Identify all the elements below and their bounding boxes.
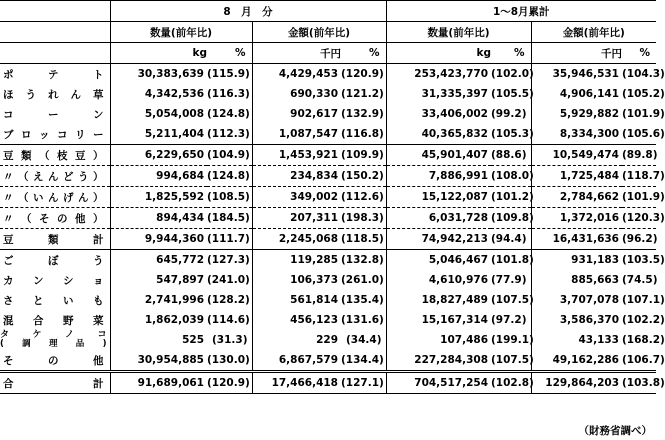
cell-cum-quantity-ratio: (99.2) (491, 108, 527, 120)
row-label-char: さ (3, 294, 14, 307)
cell-cum-amount-ratio: (103.8) (622, 372, 656, 394)
header-period-month: 8 月 分 (110, 1, 386, 22)
cell-month-quantity-ratio: (114.6) (207, 314, 250, 326)
row-label-char: の (48, 354, 59, 367)
cell-cum-amount: 931,183 (531, 250, 622, 271)
row-label-char: い (33, 191, 44, 204)
cell-cum-amount: 4,906,141 (531, 84, 622, 104)
row-label-char: 〃 (3, 191, 14, 204)
cell-month-quantity: 6,229,650 (110, 145, 207, 166)
row-label (0, 84, 110, 104)
row-label-char: ブ (3, 128, 14, 141)
table-row (0, 187, 656, 208)
cell-month-amount-ratio: (34.4) (345, 334, 382, 346)
cell-cum-quantity: 33,406,002 (386, 104, 491, 124)
cell-month-quantity: 30,383,639 (110, 64, 207, 85)
cell-cum-quantity-ratio: (101.8) (491, 250, 531, 271)
row-label-char: （ (18, 170, 29, 183)
cell-month-quantity-ratio: (120.9) (207, 372, 252, 394)
row-label-char: 豆 (3, 149, 14, 162)
row-label-char: ） (93, 170, 104, 183)
row-label-char: コ (57, 128, 68, 141)
row-label-char: ぼ (48, 254, 59, 267)
table-row (0, 84, 656, 104)
cell-month-quantity-ratio: (184.5) (207, 208, 252, 229)
row-label-char: カ (3, 274, 14, 287)
cell-month-quantity: 9,944,360 (110, 229, 207, 250)
cell-month-quantity-ratio: (124.8) (207, 108, 250, 120)
cell-month-quantity-ratio: (241.0) (207, 274, 250, 286)
cell-cum-quantity-ratio: (107.5) (491, 294, 534, 306)
row-label-char: 合 (3, 377, 14, 390)
cell-cum-amount: 5,929,882 (531, 104, 622, 124)
header-row-measure (0, 22, 656, 43)
cell-month-quantity: 5,054,008 (110, 104, 207, 124)
row-label-char: 類 (21, 149, 32, 162)
row-label-char: 調 (22, 339, 31, 349)
cell-month-quantity: 1,825,592 (110, 187, 207, 208)
cell-month-quantity: 1,862,039 (110, 310, 207, 330)
row-label-char: と (33, 294, 44, 307)
cell-month-amount: 1,453,921 (252, 145, 341, 166)
cell-cum-quantity: 45,901,407 (386, 145, 491, 166)
cell-cum-quantity-ratio: (101.2) (491, 187, 531, 208)
row-label (0, 104, 110, 124)
cell-month-amount-ratio: (150.2) (341, 166, 386, 187)
cell-month-quantity-ratio: (112.3) (207, 128, 250, 140)
cell-month-amount: 229 (252, 330, 341, 350)
row-label-char: ( (0, 339, 4, 349)
row-label-char: ほ (3, 88, 14, 101)
header-item-blank (0, 1, 110, 22)
cell-cum-quantity-ratio: (102.0) (491, 64, 531, 85)
unit-percent: % (368, 47, 380, 59)
source-note: （財務省調べ） (578, 425, 652, 437)
cell-cum-amount-ratio: (74.5) (622, 274, 658, 286)
table-row (0, 372, 656, 394)
cell-cum-quantity: 253,423,770 (386, 64, 491, 85)
cell-cum-amount-ratio: (104.3) (622, 64, 656, 85)
row-label-char: コ (3, 108, 14, 121)
cell-cum-quantity: 40,365,832 (386, 124, 491, 145)
header-row-units (0, 43, 656, 64)
cell-month-amount: 4,429,453 (252, 64, 341, 85)
row-label (0, 330, 110, 350)
table-row (0, 350, 656, 372)
unit-thousand-yen: 千円 (252, 43, 341, 64)
row-label-char: ポ (3, 68, 14, 81)
table-row (0, 64, 656, 85)
row-label-char: う (25, 88, 36, 101)
cell-month-amount: 561,814 (252, 290, 341, 310)
row-label-char: ） (93, 191, 104, 204)
cell-cum-amount-ratio: (89.8) (622, 145, 656, 166)
cell-month-quantity-ratio: (128.2) (207, 294, 250, 306)
cell-cum-quantity-ratio: (109.8) (491, 208, 531, 229)
cell-cum-quantity: 31,335,397 (386, 84, 491, 104)
table-row (0, 104, 656, 124)
cell-month-quantity: 5,211,404 (110, 124, 207, 145)
row-label (0, 145, 110, 166)
cell-month-quantity-ratio: (127.3) (207, 250, 252, 271)
cell-cum-quantity: 6,031,728 (386, 208, 491, 229)
row-label-char: ） (93, 212, 104, 225)
unit-kg: kg (386, 43, 491, 64)
row-label-char: （ (18, 191, 29, 204)
header-period-cumulative: 1～8月累計 (386, 1, 656, 22)
cell-cum-amount-ratio: (107.1) (622, 294, 665, 306)
cell-cum-quantity: 74,942,213 (386, 229, 491, 250)
cell-cum-quantity-ratio: (97.2) (491, 314, 527, 326)
cell-month-quantity-ratio: (108.5) (207, 187, 252, 208)
row-label-char: そ (39, 212, 50, 225)
cell-cum-amount-ratio: (101.9) (622, 187, 656, 208)
table-row (0, 145, 656, 166)
row-label-char: 枝 (57, 149, 68, 162)
cell-cum-quantity: 18,827,489 (386, 290, 491, 310)
table-row (0, 208, 656, 229)
cell-month-amount: 106,373 (252, 270, 341, 290)
cell-month-amount-ratio: (131.6) (341, 314, 384, 326)
row-label (0, 166, 110, 187)
row-label-char: ご (3, 254, 14, 267)
row-label-char: げ (63, 191, 74, 204)
cell-cum-quantity-ratio: (199.1) (491, 334, 534, 346)
table-row (0, 310, 656, 330)
cell-month-amount-ratio: (127.1) (341, 372, 386, 394)
row-label-char: 合 (33, 314, 44, 327)
row-label-char: ケ (32, 330, 42, 340)
row-label-char: ン (93, 108, 104, 121)
cell-cum-amount: 1,725,484 (531, 166, 622, 187)
cell-month-amount-ratio: (116.8) (341, 128, 384, 140)
cell-month-amount-ratio: (109.9) (341, 145, 386, 166)
cell-month-quantity-ratio: (111.7) (207, 229, 252, 250)
cell-cum-quantity-ratio: (105.3) (491, 128, 534, 140)
cell-month-quantity: 2,741,996 (110, 290, 207, 310)
row-label-char: 菜 (93, 314, 104, 327)
row-label-char: 豆 (3, 233, 14, 246)
cell-cum-quantity-ratio: (107.5) (491, 354, 534, 366)
cell-cum-amount: 10,549,474 (531, 145, 622, 166)
row-label-char: テ (48, 68, 59, 81)
cell-month-quantity-ratio: (124.8) (207, 166, 252, 187)
row-label (0, 350, 110, 372)
cell-month-quantity-ratio: (31.3) (211, 334, 248, 346)
cell-month-quantity: 645,772 (110, 250, 207, 271)
row-label-char: 理 (48, 339, 58, 349)
cell-cum-quantity: 15,167,314 (386, 310, 491, 330)
cell-month-amount: 456,123 (252, 310, 341, 330)
header-item-blank (0, 43, 110, 64)
row-label-char: 計 (93, 233, 104, 246)
table-row (0, 330, 656, 350)
cell-month-amount-ratio: (198.3) (341, 208, 386, 229)
row-label (0, 372, 110, 394)
table-row (0, 124, 656, 145)
cell-cum-quantity: 107,486 (386, 330, 491, 350)
cell-cum-amount: 2,784,662 (531, 187, 622, 208)
unit-kg: kg (110, 43, 207, 64)
table-row (0, 250, 656, 271)
cell-cum-amount-ratio: (103.5) (622, 250, 656, 271)
cell-cum-amount-ratio: (105.2) (622, 88, 665, 100)
row-label-char: シ (63, 274, 74, 287)
cell-month-amount-ratio: (135.4) (341, 294, 384, 306)
row-label (0, 290, 110, 310)
table-row (0, 229, 656, 250)
cell-cum-amount: 129,864,203 (531, 372, 622, 394)
cell-month-quantity: 994,684 (110, 166, 207, 187)
cell-cum-amount: 3,707,078 (531, 290, 622, 310)
row-label (0, 250, 110, 271)
row-label-char: う (78, 170, 89, 183)
row-label-char: コ (97, 330, 107, 340)
row-label-char: え (33, 170, 44, 183)
cell-month-amount: 234,834 (252, 166, 341, 187)
cell-cum-amount-ratio: (102.2) (622, 314, 665, 326)
row-label-char: ど (63, 170, 74, 183)
cell-cum-amount: 8,334,300 (531, 124, 622, 145)
cell-cum-quantity-ratio: (94.4) (491, 229, 531, 250)
cell-cum-quantity: 227,284,308 (386, 350, 491, 372)
cell-cum-quantity-ratio: (102.8) (491, 372, 531, 394)
row-label-char: （ (21, 212, 32, 225)
cell-month-amount: 6,867,579 (252, 350, 341, 372)
cell-cum-amount: 1,372,016 (531, 208, 622, 229)
cell-cum-amount: 885,663 (531, 270, 622, 290)
header-item-blank (0, 22, 110, 43)
table-row (0, 270, 656, 290)
cell-cum-amount: 49,162,286 (531, 350, 622, 372)
header-row-period (0, 1, 656, 22)
cell-month-quantity: 4,342,536 (110, 84, 207, 104)
cell-month-amount: 902,617 (252, 104, 341, 124)
row-label-char: （ (39, 149, 50, 162)
row-label-char: 計 (93, 377, 104, 390)
row-label-char: リ (75, 128, 86, 141)
cell-month-amount-ratio: (261.0) (341, 274, 384, 286)
cell-cum-quantity: 15,122,087 (386, 187, 491, 208)
cell-month-amount: 17,466,418 (252, 372, 341, 394)
header-month-amount: 金額(前年比) (252, 22, 386, 43)
cell-cum-quantity: 7,886,991 (386, 166, 491, 187)
cell-cum-quantity-ratio: (88.6) (491, 145, 531, 166)
row-label-char: そ (3, 354, 14, 367)
cell-month-amount: 690,330 (252, 84, 341, 104)
cell-cum-amount-ratio: (101.9) (622, 108, 665, 120)
cell-cum-amount-ratio: (120.3) (622, 208, 656, 229)
cell-month-quantity: 894,434 (110, 208, 207, 229)
row-label-char: 他 (75, 212, 86, 225)
row-label-char: 他 (93, 354, 104, 367)
cell-month-amount: 207,311 (252, 208, 341, 229)
row-label (0, 270, 110, 290)
cell-month-quantity-ratio: (130.0) (207, 354, 250, 366)
cell-cum-amount-ratio: (105.6) (622, 128, 665, 140)
unit-percent: % (234, 47, 246, 59)
table-row (0, 290, 656, 310)
cell-month-amount: 2,245,068 (252, 229, 341, 250)
cell-month-amount: 349,002 (252, 187, 341, 208)
row-label (0, 124, 110, 145)
row-label-char: ん (48, 191, 59, 204)
cell-month-amount-ratio: (134.4) (341, 354, 384, 366)
cell-cum-amount-ratio: (118.7) (622, 166, 656, 187)
header-cum-amount: 金額(前年比) (531, 22, 656, 43)
row-label (0, 187, 110, 208)
cell-month-amount: 119,285 (252, 250, 341, 271)
row-label-char: ョ (93, 274, 104, 287)
row-label-char: ッ (39, 128, 50, 141)
row-label-char: 〃 (3, 170, 14, 183)
row-label-char: ト (93, 68, 104, 81)
row-label-char: ） (93, 149, 104, 162)
cell-cum-quantity: 5,046,467 (386, 250, 491, 271)
row-label-char: ん (78, 191, 89, 204)
cell-month-quantity-ratio: (115.9) (207, 64, 252, 85)
cell-month-amount-ratio: (132.8) (341, 250, 386, 271)
cell-cum-amount-ratio: (96.2) (622, 229, 656, 250)
cell-month-quantity: 91,689,061 (110, 372, 207, 394)
row-label-char: ん (70, 88, 81, 101)
row-label-char: 類 (48, 233, 59, 246)
cell-month-amount: 1,087,547 (252, 124, 341, 145)
cell-month-quantity-ratio: (104.9) (207, 145, 252, 166)
table-row (0, 166, 656, 187)
cell-cum-quantity: 704,517,254 (386, 372, 491, 394)
row-label-char: ー (48, 108, 59, 121)
cell-cum-quantity-ratio: (77.9) (491, 274, 527, 286)
row-label-char: れ (48, 88, 59, 101)
row-label-char: ー (93, 128, 104, 141)
cell-cum-amount: 35,946,531 (531, 64, 622, 85)
cell-month-quantity: 525 (110, 330, 207, 350)
cell-month-quantity-ratio: (116.3) (207, 88, 250, 100)
cell-cum-amount: 16,431,636 (531, 229, 622, 250)
row-label (0, 310, 110, 330)
row-label-char: 豆 (75, 149, 86, 162)
row-label-char: も (93, 294, 104, 307)
row-label-char: ん (48, 170, 59, 183)
row-label-char: う (93, 254, 104, 267)
row-label-char: 野 (63, 314, 74, 327)
cell-cum-amount-ratio: (106.7) (622, 354, 665, 366)
cell-cum-amount-ratio: (168.2) (622, 334, 665, 346)
cell-cum-quantity-ratio: (105.5) (491, 88, 534, 100)
row-label-char: い (63, 294, 74, 307)
row-label-char: タ (0, 330, 10, 340)
cell-month-amount-ratio: (121.2) (341, 88, 384, 100)
header-cum-quantity: 数量(前年比) (386, 22, 531, 43)
cell-cum-amount: 3,586,370 (531, 310, 622, 330)
row-label-char: ) (102, 339, 107, 349)
row-label-char: の (57, 212, 68, 225)
unit-percent: % (639, 47, 650, 59)
row-label-char: 〃 (3, 212, 14, 225)
header-month-quantity: 数量(前年比) (110, 22, 252, 43)
row-label-char: 草 (93, 88, 104, 101)
cell-month-amount-ratio: (118.5) (341, 229, 386, 250)
row-label (0, 208, 110, 229)
cell-month-amount-ratio: (120.9) (341, 64, 386, 85)
cell-month-amount-ratio: (132.9) (341, 108, 384, 120)
row-label (0, 64, 110, 85)
cell-cum-amount: 43,133 (531, 330, 622, 350)
cell-month-quantity: 547,897 (110, 270, 207, 290)
cell-month-quantity: 30,954,885 (110, 350, 207, 372)
table-body (0, 64, 665, 394)
row-label-char: 混 (3, 314, 14, 327)
row-label (0, 229, 110, 250)
unit-thousand-yen: 千円 (531, 43, 622, 64)
unit-percent: % (513, 47, 525, 59)
row-label-char: ン (33, 274, 44, 287)
row-label-char: ノ (64, 330, 74, 340)
cell-cum-quantity-ratio: (108.0) (491, 166, 531, 187)
row-label-char: ロ (21, 128, 32, 141)
cell-cum-quantity: 4,610,976 (386, 270, 491, 290)
row-label-char: 品 (75, 339, 85, 349)
cell-month-amount-ratio: (112.6) (341, 187, 386, 208)
